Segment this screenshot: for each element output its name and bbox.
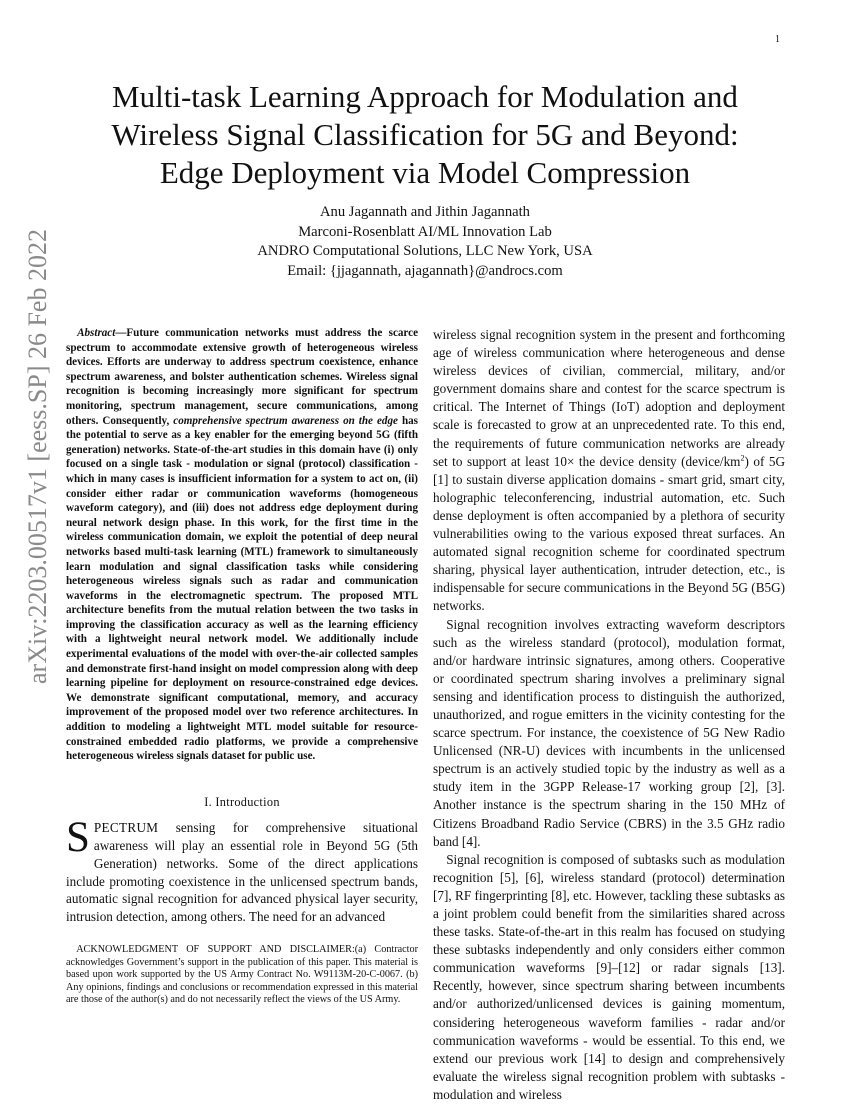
arxiv-identifier-stamp (9, 229, 69, 690)
abstract-emphasis: comprehensive spectrum awareness on the edge (173, 414, 398, 427)
body-text: wireless signal recognition system in the present and forthcoming age of wireless communication where heterogeneous and dense wireless devices of civilian, commercial, military, and/or government domains share and contest for the scarce spectrum is critical. The Internet of Things (IoT) adoption and deployment scale is forecasted to grow at an unprecedented rate. To this end, the requirements of future communication networks are already set to support at least 10× the device density (device/km (433, 327, 785, 469)
body-text: ) of 5G [1] to sustain diverse application domains - smart grid, smart city, holographic teleconferencing, industrial automation, etc. Such dense deployment is often accompanied by a plethora of security vulnerabilities owing to the various exposed threat surfaces. An automated signal recognition scheme for coordinated spectrum sharing, physical layer authentication, intruder detection, etc., is indispensable for secure communications in the Beyond 5G (B5G) networks. (433, 453, 785, 614)
drop-cap-letter: S (66, 813, 90, 861)
left-column (66, 326, 418, 1007)
right-column (433, 326, 785, 1104)
introduction-paragraph (66, 813, 418, 926)
introduction-text: sensing for comprehensive situational awareness will play an essential role in Beyond 5G (5th Generation) networks. Some of the direct applications include promoting coexistence in the unlicensed spectrum bands, automatic signal recognition for advanced physical layer security, intrusion detection, among others. The need for an advanced (66, 819, 418, 925)
introduction-lead-word: PECTRUM (93, 819, 159, 835)
author-names: Anu Jagannath and Jithin Jagannath (320, 204, 530, 220)
abstract (66, 326, 418, 764)
title-line: Wireless Signal Classification for 5G and Beyond: (111, 117, 739, 152)
author-block (60, 203, 790, 281)
arxiv-identifier-text: arXiv:2203.00517v1 [eess.SP] 26 Feb 2022 (23, 229, 52, 684)
title-line: Edge Deployment via Model Compression (159, 155, 691, 190)
body-paragraph: Signal recognition is composed of subtasks such as modulation recognition [5], [6], wireless standard (protocol) determination [7], RF fingerprinting [8], etc. However, tackling these subtasks as a joint problem could benefit from the similarities shared across these tasks. State-of-the-art in this realm has focused on studying these subtasks independently and only considers either common communication waveforms [9]–[12] or radar signals [13]. Recently, however, since spectrum sharing between incumbents and/or authorized/unlicensed devices is gaining momentum, considering heterogeneous waveform families - radar and/or communication waveforms - would be essential. To this end, we extend our previous work [14] to design and comprehensively evaluate the wireless signal recognition problem with subtasks - modulation and wireless (433, 851, 785, 1102)
acknowledgment-footnote: ACKNOWLEDGMENT OF SUPPORT AND DISCLAIMER:(a) Contractor acknowledges Government’s support in the publication of this paper. This material is based upon work supported by the US Army Contract No. W9113M-20-C-0067. (b) Any opinions, findings and conclusions or recommendation expressed in this material are those of the author(s) and do not necessarily reflect the views of the US Army. (66, 944, 418, 1006)
abstract-text: —Future communication networks must address the scarce spectrum to accommodate extensive growth of heterogeneous wireless devices. Efforts are underway to address spectrum coexistence, enhance spectrum awareness, and bolster authentication schemes. Wireless signal recognition is becoming increasingly more significant for spectrum monitoring, spectrum management, secure communications, among others. Consequently, (66, 327, 418, 427)
body-paragraph (433, 326, 785, 616)
author-email: Email: {jjagannath, ajagannath}@androcs.com (287, 262, 563, 279)
page-number: 1 (775, 34, 780, 45)
author-lab: Marconi-Rosenblatt AI/ML Innovation Lab (298, 223, 552, 240)
superscript: 2 (740, 453, 745, 463)
section-heading-introduction: I. Introduction (204, 794, 280, 809)
paper-title (60, 78, 790, 192)
abstract-text-continued: has the potential to serve as a key enabler for the emerging beyond 5G (fifth generation) networks. State-of-the-art studies in this domain have (i) only focused on a single task - modulation or signal (protocol) classification - which in many cases is insufficient information for a system to act on, (ii) consider either radar or communication waveforms (homogeneous waveform category), and (iii) does not address edge deployment during neural network design phase. In this work, for the first time in the wireless communication domain, we exploit the potential of deep neural networks based multi-task learning (MTL) framework to simultaneously learn modulation and signal classification tasks while considering heterogeneous wireless signals such as radar and communication waveforms in the electromagnetic spectrum. The proposed MTL architecture benefits from the mutual relation between the two tasks in improving the classification accuracy as well as the learning efficiency with a lightweight neural network model. We additionally include experimental evaluations of the model with over-the-air collected samples and demonstrate first-hand insight on model compression along with deep learning pipeline for deployment on resource-constrained edge devices. We demonstrate significant computational, memory, and accuracy improvement of the proposed model over two reference architectures. In addition to modeling a lightweight MTL model suitable for resource-constrained embedded radio platforms, we provide a comprehensive heterogeneous wireless signals dataset for public use. (66, 414, 418, 763)
abstract-label: Abstract (77, 327, 116, 339)
body-paragraph: Signal recognition involves extracting waveform descriptors such as the wireless standard (protocol), modulation format, and/or hardware intrinsic signatures, among others. Cooperative or coordinated spectrum sharing involves a preliminary signal sensing and identification process to distinguish the authorized, unauthorized, and rogue emitters in the vicinity contesting for the scarce spectrum. For instance, the coexistence of 5G New Radio Unlicensed (NR-U) devices with incumbents in the unlicensed spectrum is an actively studied topic by the industry as well as a study item in the 3GPP Release-17 working group [2], [3]. Another instance is the spectrum sharing in the 150 MHz of Citizens Broadband Radio Service (CBRS) in the 3.5 GHz radio band [4]. (433, 616, 785, 849)
title-line: Multi-task Learning Approach for Modulation and (112, 79, 738, 114)
author-organization: ANDRO Computational Solutions, LLC New York, USA (257, 243, 593, 259)
